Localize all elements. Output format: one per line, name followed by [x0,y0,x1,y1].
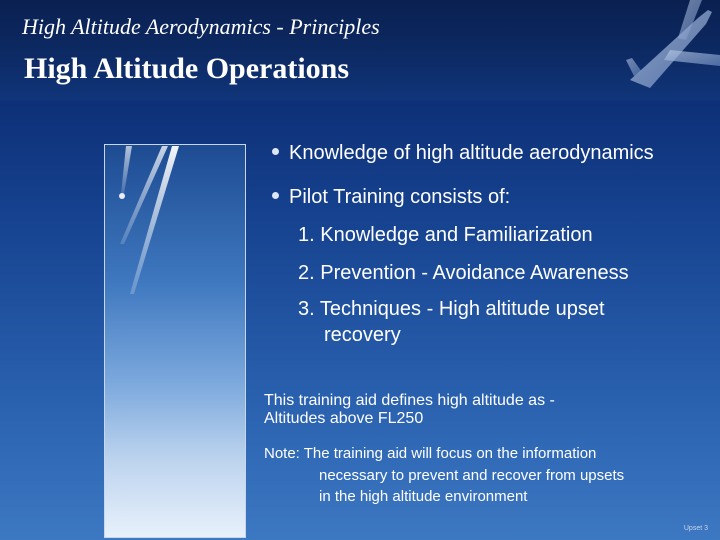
note-line: in the high altitude environment [319,488,528,505]
numbered-item-continuation: recovery [324,324,401,346]
bullet-dot-icon [272,148,279,155]
numbered-item: 3. Techniques - High altitude upset [298,298,605,320]
page-title: High Altitude Operations [24,52,350,85]
numbered-item: 2. Prevention - Avoidance Awareness [298,262,629,284]
note-line: necessary to prevent and recover from upsets [319,467,625,484]
bullet-item [272,142,654,165]
definition-line: Altitudes above FL250 [264,410,424,427]
contrail-sky-photo [104,144,246,538]
bullet-dot-icon [272,192,279,199]
definition-line: This training aid defines high altitude as - [264,392,555,409]
bullet-text: Knowledge of high altitude aerodynamics [289,142,654,164]
bullet-item [272,186,510,209]
note-line: Note: The training aid will focus on the information [264,445,597,462]
numbered-item: 1. Knowledge and Familiarization [298,224,593,246]
slide-number: Upset 3 [683,525,708,532]
section-subtitle: High Altitude Aerodynamics - Principles [22,14,380,39]
airplane-icon [620,0,720,95]
bullet-text: Pilot Training consists of: [289,186,511,208]
